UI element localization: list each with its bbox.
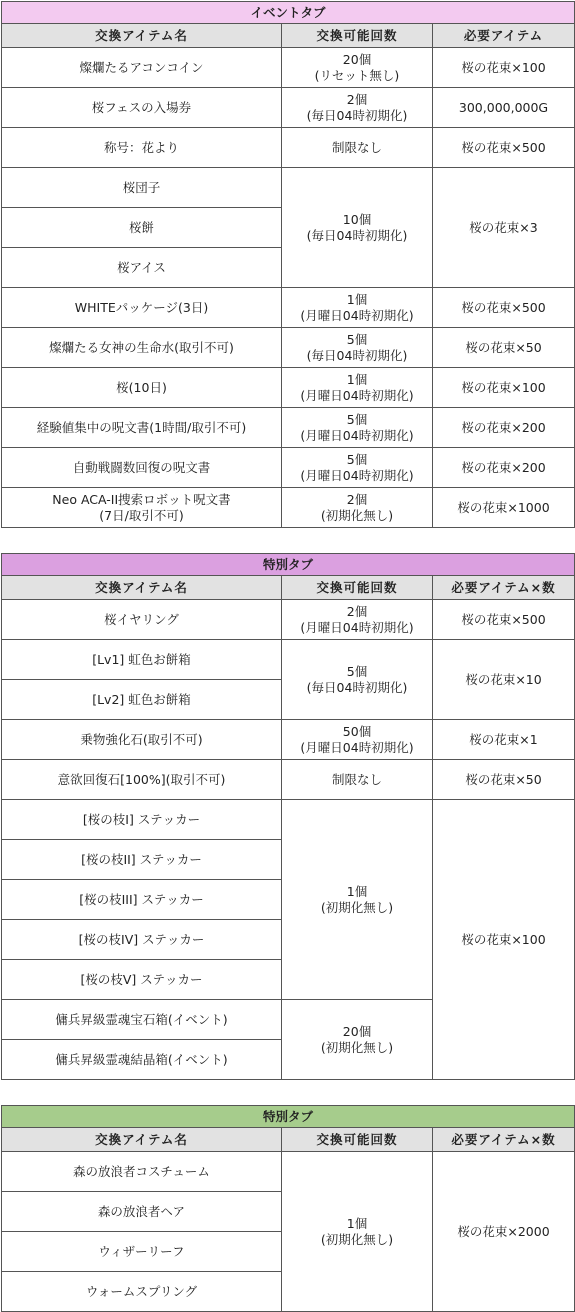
col-header-required: 必要アイテム×数	[433, 1128, 575, 1152]
required-item: 桜の花束×2000	[433, 1152, 575, 1312]
item-name: 自動戦闘数回復の呪文書	[2, 448, 282, 488]
exchange-count: 20個 (リセット無し)	[282, 48, 433, 88]
required-item: 桜の花束×100	[433, 48, 575, 88]
table-row	[2, 488, 575, 528]
required-item: 桜の花束×100	[433, 368, 575, 408]
item-name: 傭兵昇級霊魂宝石箱(イベント)	[2, 1000, 282, 1040]
required-item: 桜の花束×200	[433, 408, 575, 448]
table-row	[2, 720, 575, 760]
item-name: 桜アイス	[2, 248, 282, 288]
exchange-count: 5個 (毎日04時初期化)	[282, 640, 433, 720]
table-row	[2, 168, 575, 208]
table-row	[2, 640, 575, 680]
col-header-count: 交換可能回数	[282, 24, 433, 48]
table-row	[2, 800, 575, 840]
item-name: 桜(10日)	[2, 368, 282, 408]
table-row	[2, 760, 575, 800]
exchange-count: 1個 (初期化無し)	[282, 800, 433, 1000]
table-row	[2, 128, 575, 168]
required-item: 桜の花束×3	[433, 168, 575, 288]
exchange-count: 制限なし	[282, 128, 433, 168]
exchange-count: 2個 (毎日04時初期化)	[282, 88, 433, 128]
item-name: 乗物強化石(取引不可)	[2, 720, 282, 760]
special-tab-table-2	[1, 1105, 575, 1312]
item-name: 森の放浪者コスチューム	[2, 1152, 282, 1192]
table-row	[2, 1152, 575, 1192]
item-name: 燦爛たる女神の生命水(取引不可)	[2, 328, 282, 368]
item-name: [Lv1] 虹色お餅箱	[2, 640, 282, 680]
item-name: 燦爛たるアコンコイン	[2, 48, 282, 88]
item-name: ウォームスプリング	[2, 1272, 282, 1312]
table-row	[2, 328, 575, 368]
item-name: Neo ACA-II捜索ロボット呪文書 (7日/取引不可)	[2, 488, 282, 528]
item-name: 意欲回復石[100%](取引不可)	[2, 760, 282, 800]
col-header-count: 交換可能回数	[282, 576, 433, 600]
exchange-count: 1個 (月曜日04時初期化)	[282, 368, 433, 408]
table-row	[2, 48, 575, 88]
exchange-count: 5個 (毎日04時初期化)	[282, 328, 433, 368]
table-row	[2, 408, 575, 448]
exchange-count: 20個 (初期化無し)	[282, 1000, 433, 1080]
table-row	[2, 88, 575, 128]
required-item: 桜の花束×500	[433, 128, 575, 168]
table-row	[2, 600, 575, 640]
required-item: 桜の花束×1	[433, 720, 575, 760]
item-name: [桜の枝V] ステッカー	[2, 960, 282, 1000]
table-row	[2, 368, 575, 408]
item-name: 森の放浪者ヘア	[2, 1192, 282, 1232]
exchange-count: 5個 (月曜日04時初期化)	[282, 448, 433, 488]
required-item: 桜の花束×500	[433, 288, 575, 328]
required-item: 桜の花束×50	[433, 760, 575, 800]
required-item: 桜の花束×100	[433, 800, 575, 1080]
exchange-count: 50個 (月曜日04時初期化)	[282, 720, 433, 760]
item-name: [Lv2] 虹色お餅箱	[2, 680, 282, 720]
item-name: 称号：花より	[2, 128, 282, 168]
item-name: 傭兵昇級霊魂結晶箱(イベント)	[2, 1040, 282, 1080]
item-name: [桜の枝I] ステッカー	[2, 800, 282, 840]
event-tab-title: イベントタブ	[2, 2, 575, 24]
item-name: 桜餅	[2, 208, 282, 248]
exchange-count: 2個 (初期化無し)	[282, 488, 433, 528]
item-name: [桜の枝II] ステッカー	[2, 840, 282, 880]
col-header-required: 必要アイテム	[433, 24, 575, 48]
exchange-count: 制限なし	[282, 760, 433, 800]
item-name: 経験値集中の呪文書(1時間/取引不可)	[2, 408, 282, 448]
required-item: 桜の花束×1000	[433, 488, 575, 528]
event-tab-table	[1, 1, 575, 528]
table-row	[2, 448, 575, 488]
special-tab-title: 特別タブ	[2, 1106, 575, 1128]
required-item: 桜の花束×50	[433, 328, 575, 368]
exchange-count: 2個 (月曜日04時初期化)	[282, 600, 433, 640]
col-header-name: 交換アイテム名	[2, 24, 282, 48]
item-name: ウィザーリーフ	[2, 1232, 282, 1272]
required-item: 桜の花束×200	[433, 448, 575, 488]
required-item: 桜の花束×500	[433, 600, 575, 640]
col-header-name: 交換アイテム名	[2, 576, 282, 600]
required-item: 桜の花束×10	[433, 640, 575, 720]
exchange-count: 5個 (月曜日04時初期化)	[282, 408, 433, 448]
col-header-required: 必要アイテム×数	[433, 576, 575, 600]
special-tab-table-1	[1, 553, 575, 1080]
required-item: 300,000,000G	[433, 88, 575, 128]
table-row	[2, 288, 575, 328]
item-name: [桜の枝IV] ステッカー	[2, 920, 282, 960]
item-name: [桜の枝III] ステッカー	[2, 880, 282, 920]
col-header-name: 交換アイテム名	[2, 1128, 282, 1152]
item-name: 桜フェスの入場券	[2, 88, 282, 128]
item-name: 桜団子	[2, 168, 282, 208]
special-tab-title: 特別タブ	[2, 554, 575, 576]
item-name: WHITEパッケージ(3日)	[2, 288, 282, 328]
exchange-count: 1個 (月曜日04時初期化)	[282, 288, 433, 328]
exchange-count: 1個 (初期化無し)	[282, 1152, 433, 1312]
col-header-count: 交換可能回数	[282, 1128, 433, 1152]
exchange-count: 10個 (毎日04時初期化)	[282, 168, 433, 288]
item-name: 桜イヤリング	[2, 600, 282, 640]
